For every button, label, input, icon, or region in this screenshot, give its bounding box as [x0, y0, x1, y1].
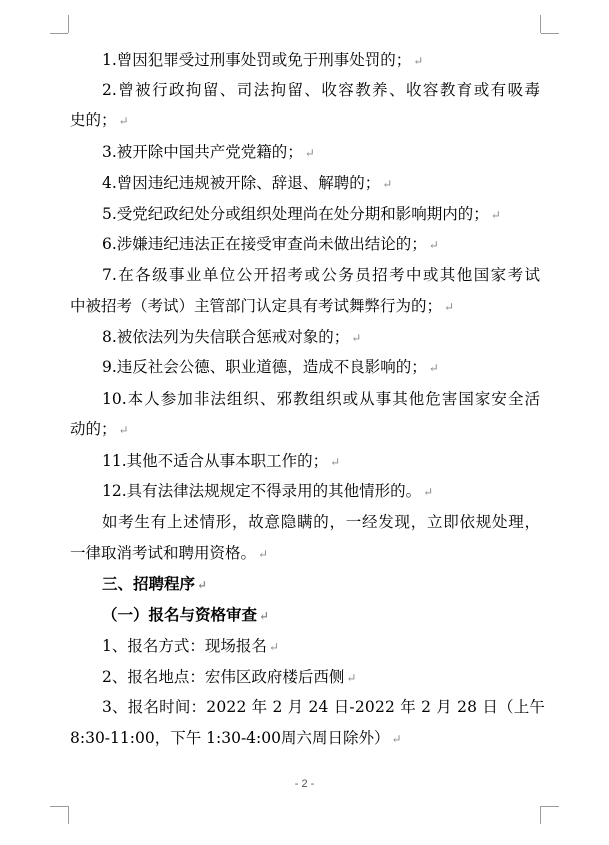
text-line: 如考生有上述情形，故意隐瞒的，一经发现，立即依规处理， — [102, 513, 540, 531]
crop-mark-bottom-right-v — [540, 806, 541, 824]
crop-mark-top-right-h — [541, 33, 559, 34]
text-line: 10.本人参加非法组织、邪教组织或从事其他危害国家安全活 — [102, 390, 540, 408]
text-line: 一律取消考试和聘用资格。 ↵ — [70, 544, 269, 562]
text-line: 动的； ↵ — [70, 420, 129, 438]
text-line: 11.其他不适合从事本职工作的； ↵ — [102, 452, 341, 470]
section-heading: 三、招聘程序 ↵ — [102, 574, 208, 593]
text-line: 中被招考（考试）主管部门认定具有考试舞弊行为的； ↵ — [70, 297, 455, 315]
text-line: 9.违反社会公德、职业道德，造成不良影响的； ↵ — [102, 358, 439, 376]
text-line: 3.被开除中国共产党党籍的； ↵ — [102, 143, 315, 161]
text-line: 5.受党纪政纪处分或组织处理尚在处分期和影响期内的； ↵ — [102, 205, 501, 223]
crop-mark-bottom-left-h — [50, 806, 68, 807]
page-number: - 2 - — [294, 778, 315, 790]
text-line: 2、报名地点：宏伟区政府楼后西侧 ↵ — [102, 668, 357, 686]
text-line: 2.曾被行政拘留、司法拘留、收容教养、收容教育或有吸毒 — [102, 81, 540, 99]
crop-mark-bottom-left-v — [68, 806, 69, 824]
text-line: 史的； ↵ — [70, 111, 129, 129]
text-line: 6.涉嫌违纪违法正在接受审查尚未做出结论的； ↵ — [102, 235, 439, 253]
text-line: 7.在各级事业单位公开招考或公务员招考中或其他国家考试 — [102, 266, 540, 284]
crop-mark-bottom-right-h — [541, 806, 559, 807]
text-line: 1、报名方式：现场报名 ↵ — [102, 637, 279, 655]
subsection-heading: （一）报名与资格审查 ↵ — [102, 605, 270, 624]
text-line: 12.具有法律法规规定不得录用的其他情形的。 ↵ — [102, 482, 434, 500]
crop-mark-top-left-v — [68, 15, 69, 33]
text-line: 8.被依法列为失信联合惩戒对象的； ↵ — [102, 328, 362, 346]
text-line: 1.曾因犯罪受过刑事处罚或免于刑事处罚的； ↵ — [102, 51, 424, 69]
text-line: 4.曾因违纪违规被开除、辞退、解聘的； ↵ — [102, 174, 393, 192]
crop-mark-top-left-h — [50, 33, 68, 34]
text-line: 3、报名时间：2022 年 2 月 24 日-2022 年 2 月 28 日（上午 — [102, 698, 546, 716]
crop-mark-top-right-v — [540, 15, 541, 33]
text-line: 8:30-11:00，下午 1:30-4:00周六周日除外） ↵ — [70, 729, 402, 747]
